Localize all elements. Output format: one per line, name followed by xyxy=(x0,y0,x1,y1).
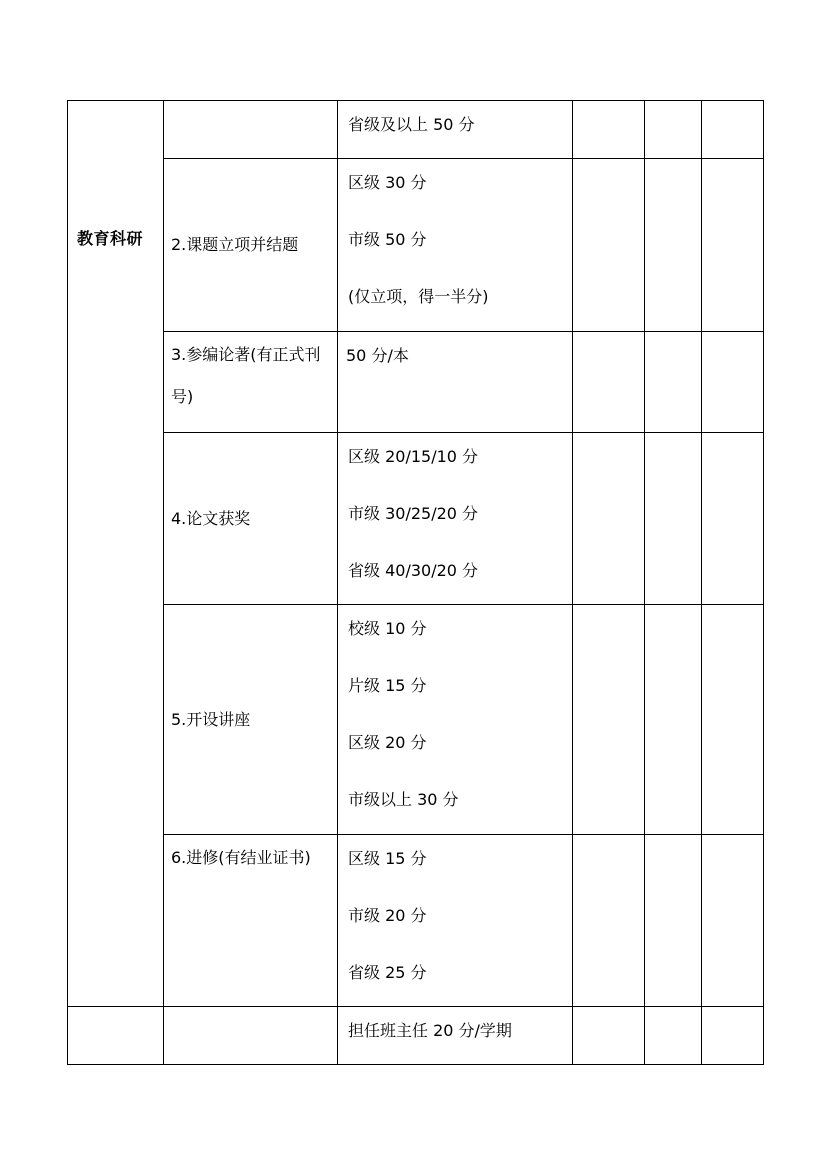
criteria-line: 市级 20 分 xyxy=(348,906,427,925)
score-cell xyxy=(702,433,764,605)
criteria-line: 校级 10 分 xyxy=(348,619,427,638)
table-row xyxy=(68,101,764,159)
score-cell xyxy=(573,835,645,1007)
criteria-cell xyxy=(338,433,573,605)
score-cell xyxy=(702,332,764,433)
score-cell xyxy=(573,605,645,835)
score-cell xyxy=(702,1007,764,1065)
score-cell xyxy=(645,835,702,1007)
score-cell xyxy=(645,605,702,835)
item-cell xyxy=(164,835,338,1007)
table-row xyxy=(68,605,764,835)
criteria-cell xyxy=(338,1007,573,1065)
score-cell xyxy=(645,1007,702,1065)
criteria-line: 区级 15 分 xyxy=(348,849,427,868)
item-cell xyxy=(164,159,338,332)
table-row xyxy=(68,1007,764,1065)
item-label: 4.论文获奖 xyxy=(171,508,251,528)
item-cell xyxy=(164,1007,338,1065)
score-cell xyxy=(645,159,702,332)
item-label: 3.参编论著(有正式刊号) xyxy=(171,345,321,406)
criteria-line: 市级 30/25/20 分 xyxy=(348,504,479,523)
criteria-line: 50 分/本 xyxy=(346,346,409,365)
criteria-line: 区级 20 分 xyxy=(348,733,427,752)
score-cell xyxy=(645,433,702,605)
category-cell xyxy=(68,101,164,1007)
score-cell xyxy=(573,1007,645,1065)
score-cell xyxy=(702,101,764,159)
criteria-line: 省级及以上 50 分 xyxy=(348,115,475,134)
item-label: 6.进修(有结业证书) xyxy=(171,848,311,867)
criteria-cell xyxy=(338,101,573,159)
criteria-line: 区级 30 分 xyxy=(348,173,427,192)
criteria-cell xyxy=(338,835,573,1007)
score-cell xyxy=(573,332,645,433)
item-cell xyxy=(164,101,338,159)
item-cell xyxy=(164,433,338,605)
criteria-line: 市级 50 分 xyxy=(348,230,427,249)
criteria-line: 省级 40/30/20 分 xyxy=(348,561,479,580)
category-cell xyxy=(68,1007,164,1065)
table-row xyxy=(68,835,764,1007)
score-cell xyxy=(645,101,702,159)
score-cell xyxy=(702,605,764,835)
score-cell xyxy=(702,159,764,332)
score-cell xyxy=(573,101,645,159)
item-label: 2.课题立项并结题 xyxy=(171,235,299,254)
category-label: 教育科研 xyxy=(77,229,144,248)
score-cell xyxy=(645,332,702,433)
table-row xyxy=(68,433,764,605)
criteria-line: 省级 25 分 xyxy=(348,963,427,982)
criteria-cell xyxy=(338,332,573,433)
criteria-line: (仅立项，得一半分) xyxy=(348,287,489,306)
criteria-line: 市级以上 30 分 xyxy=(348,790,459,809)
criteria-line: 片级 15 分 xyxy=(348,676,427,695)
table-row xyxy=(68,332,764,433)
criteria-line: 区级 20/15/10 分 xyxy=(348,447,479,466)
item-label: 5.开设讲座 xyxy=(171,709,251,729)
score-cell xyxy=(573,159,645,332)
score-cell xyxy=(573,433,645,605)
criteria-cell xyxy=(338,605,573,835)
item-cell xyxy=(164,332,338,433)
scoring-table xyxy=(67,100,764,1065)
criteria-line: 担任班主任 20 分/学期 xyxy=(348,1021,512,1040)
item-cell xyxy=(164,605,338,835)
criteria-cell xyxy=(338,159,573,332)
score-cell xyxy=(702,835,764,1007)
table-row xyxy=(68,159,764,332)
